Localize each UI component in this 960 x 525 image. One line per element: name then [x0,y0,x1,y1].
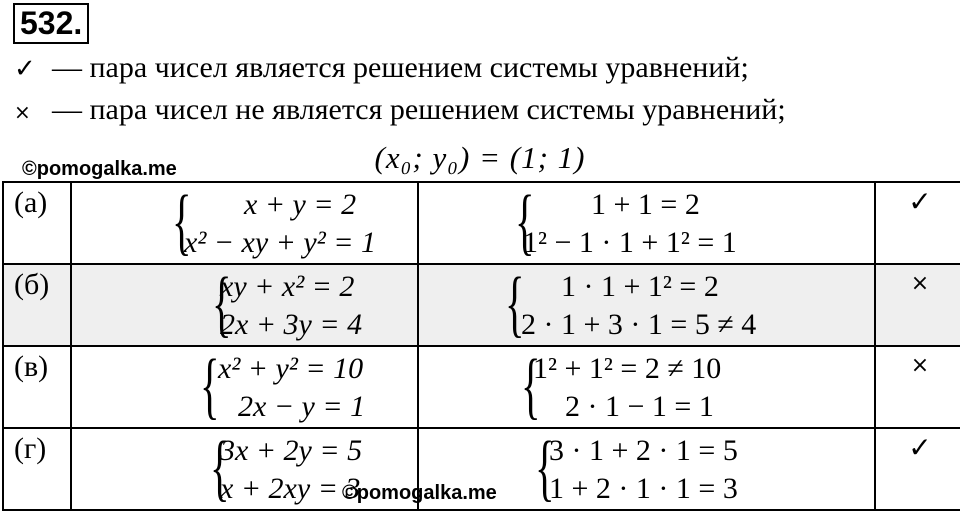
legend-valid-text: — пара чисел является решением системы уравнений; [52,51,749,84]
system-equation-1: x² + y² = 10 [218,352,364,385]
substitution-line-1: 1 · 1 + 1² = 2 [561,270,719,303]
substitution-line-1: 1² + 1² = 2 ≠ 10 [533,352,722,385]
substitution-line-2: 1² − 1 · 1 + 1² = 1 [523,226,737,259]
substitution-line-1: 3 · 1 + 2 · 1 = 5 [549,434,738,467]
header-formula: (x₀; y₀) = (1; 1) [374,140,586,175]
brace-icon: { [515,181,535,263]
system-cell [71,182,418,264]
result-cell [875,346,960,428]
table-row [3,346,960,428]
result-cell [875,428,960,510]
watermark: ©pomogalka.me [342,482,497,504]
system-equation-1: xy + x² = 2 [220,270,355,303]
system-cell [71,264,418,346]
checkmark-icon: ✓ [908,431,932,464]
brace-icon: { [200,345,220,427]
table-row [3,182,960,264]
table-row [3,264,960,346]
row-label-text: (а) [14,186,48,219]
system-equation-1: 3x + 2y = 5 [220,434,363,467]
system-equation-2: 2x + 3y = 4 [220,308,363,341]
result-cell [875,264,960,346]
brace-icon: { [172,181,192,263]
legend-valid [14,50,749,87]
substitution-cell [418,264,875,346]
cross-icon: × [14,100,31,124]
system-cell [71,346,418,428]
brace-icon: { [212,263,232,345]
problem-number: 532. [13,3,89,44]
brace-icon: { [521,345,541,427]
row-label [3,182,71,264]
systems-table [2,181,960,511]
watermark: ©pomogalka.me [22,158,177,180]
row-label [3,346,71,428]
cross-icon: × [910,353,930,378]
substitution-line-2: 2 · 1 − 1 = 1 [565,390,714,423]
brace-icon: { [535,427,555,509]
substitution-cell [418,346,875,428]
system-equation-2: 2x − y = 1 [238,390,366,423]
substitution-cell [418,182,875,264]
substitution-line-1: 1 + 1 = 2 [591,188,700,221]
checkmark-icon: ✓ [14,54,36,84]
substitution-line-2: 1 + 2 · 1 · 1 = 3 [549,472,738,505]
system-equation-2: x² − xy + y² = 1 [184,226,376,259]
brace-icon: { [210,427,230,509]
legend-invalid [14,92,786,130]
substitution-line-2: 2 · 1 + 3 · 1 = 5 ≠ 4 [521,308,757,341]
row-label [3,264,71,346]
legend-invalid-text: — пара чисел не является решением системы уравнений; [52,93,786,126]
row-label-text: (г) [14,432,47,465]
cross-icon: × [910,271,930,296]
row-label-text: (б) [14,268,50,301]
checkmark-icon: ✓ [908,185,932,218]
result-cell [875,182,960,264]
row-label-text: (в) [14,350,49,383]
brace-icon: { [505,263,525,345]
row-label [3,428,71,510]
system-equation-2: x + 2xy = 3 [220,472,361,505]
system-equation-1: x + y = 2 [244,188,357,221]
